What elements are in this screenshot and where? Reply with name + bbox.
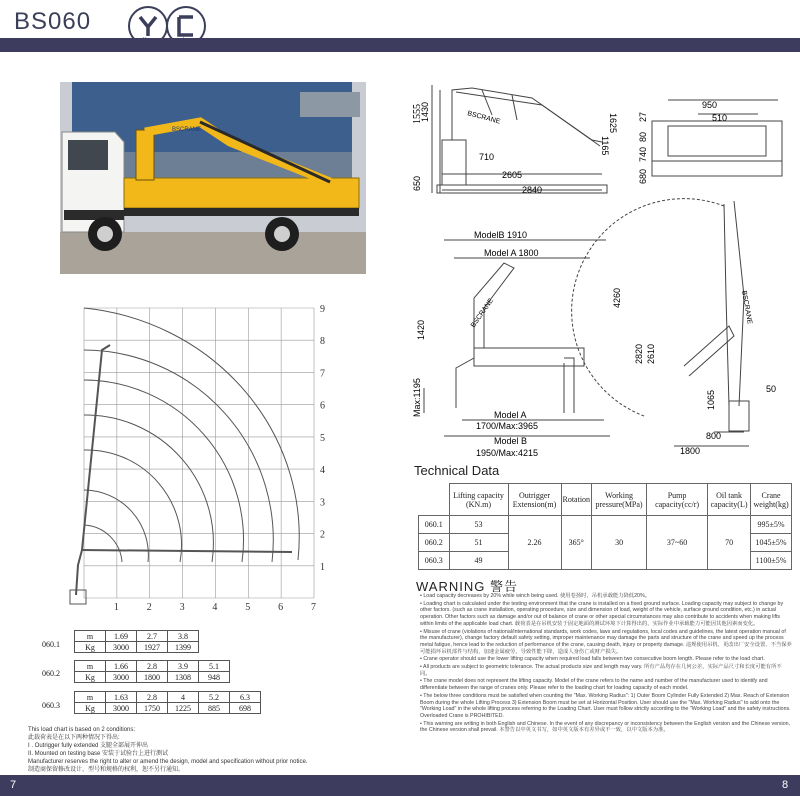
note-line: II. Mounted on testing base 安装于试验台上进行测试 (28, 751, 169, 757)
y-tick-label: 8 (320, 336, 325, 348)
y-tick-label: 2 (320, 529, 325, 541)
reach-50: 50 (766, 384, 777, 394)
note-line: I . Outrigger fully extended 支腿全部展开伸出 (28, 743, 149, 749)
table-row: 060.3 49 1100±5% (419, 552, 792, 570)
warning-item: • The below three conditions must be satisfied when counting the "Max. Working Radius": 1) Outer Boom Cylinder Fully Extended 2) Max. Reach of Extension Boom during the whole Lifting Process 3) Extension Boom must be set at Horizontal Position. User should use the "Max. Working Radius" to add onto the "Working Load" in the whole lifting process referring to the Loading Chart. User must follow strictly according to the "Working Load" and the safety instructions. Overloaded Crane is PROHIBITED. (420, 692, 791, 719)
y-tick-label: 3 (320, 497, 325, 509)
front-model-a-label: Model A (494, 410, 527, 420)
reach-2610: 2610 (646, 343, 656, 364)
warning-item: • All products are subject to geometric tolerance. The actual products size and length may vary. 所有产品均存在几何公差，实际产品尺寸和长度可能有所不同。 (420, 664, 782, 677)
warning-item: • The crane model does not represent the lifting capacity. Model of the crane refers to the name and number of the manufacturer used to identify and differentiate between the range of cranes only. Please refer to the loading chart for loading capacity of each model. (420, 678, 768, 692)
reach-view-brand: BSCRANE (740, 290, 753, 325)
x-tick-label: 7 (311, 602, 316, 613)
load-table-060-2 (74, 660, 230, 683)
front-max-label: Max:1195 (412, 378, 422, 417)
dim-740: 740 (638, 146, 648, 162)
technical-data-title: Technical Data (414, 463, 500, 478)
table-row: m 1.66 2.8 3.9 5.1 (75, 661, 230, 672)
warning-item: • Crane operator should use the lower lifting capacity when required load falls between two consecutive boom length. Please refer to the load chart. (420, 656, 765, 663)
note-line: Manufacturer reserves the right to alter or amend the design, model and specification without prior notice. (28, 759, 308, 765)
dim-2605: 2605 (502, 170, 523, 180)
table-row: m 1.63 2.8 4 5.2 6.3 (75, 692, 261, 703)
dim-710: 710 (479, 152, 495, 162)
dim-680: 680 (638, 168, 648, 184)
y-tick-label: 4 (320, 465, 325, 477)
y-tick-label: 9 (320, 304, 325, 315)
table-row: Kg 3000 1750 1225 885 698 (75, 703, 261, 714)
y-tick-label: 1 (320, 561, 325, 573)
table-row: 060.2 51 1045±5% (419, 534, 792, 552)
dim-80: 80 (638, 131, 648, 142)
y-tick-label: 6 (320, 400, 325, 412)
reach-800: 800 (706, 431, 722, 441)
side-view-drawing (412, 80, 628, 200)
dim-1430: 1430 (420, 101, 430, 122)
load-chart (62, 300, 334, 612)
dim-510: 510 (712, 113, 728, 123)
reach-1065: 1065 (706, 389, 716, 410)
reach-view-drawing (614, 196, 794, 456)
warning-item: • Loading chart is calculated under the testing environment that the crane is installed on a fixed ground surface. Loading capacity may subject to change by other factors. (such as crane installation, operating procedure, size and dimension of load, weight of the vehicle, surface ground condition, etc.) in actual operation. Other factors such as damage and/or out of balance of crane or other special circumstances may also contribute to accidents when making lifts within limits of the applicable load chart. 载荷表是在吊机安装于固定地面的测试环境下计算得出的，实际作业中承载能力可能因其他因素而变化。 (420, 600, 784, 627)
table-model-060-1: 060.1 (42, 640, 60, 649)
warning-item: • Load capacity decreases by 20% while winch being used. 使用卷扬时，吊机承载能力降低20%。 (420, 593, 651, 599)
dim-1625: 1625 (608, 113, 618, 134)
table-row: Lifting capacity (KN.m) Outrigger Extension(m) Rotation Working pressure(MPa) Pump capacity(cc/r) Oil tank capacity(L) Crane weight(kg) (419, 484, 792, 516)
front-view-drawing (414, 228, 610, 460)
table-row: Kg 3000 1927 1399 (75, 642, 199, 653)
top-view-drawing (638, 96, 788, 186)
dim-650: 650 (412, 175, 422, 191)
warning-text (420, 593, 792, 735)
reach-4260: 4260 (612, 287, 622, 308)
front-model-b-width: ModelB 1910 (474, 230, 528, 240)
model-title: BS060 (14, 8, 92, 35)
table-row: 060.1 53 2.26 365° 30 37~60 70 995±5% (419, 516, 792, 534)
table-row: Kg 3000 1800 1308 948 (75, 672, 230, 683)
front-model-b-span: 1950/Max:4215 (476, 448, 539, 458)
x-tick-label: 6 (278, 602, 284, 613)
y-tick-label: 5 (320, 432, 325, 444)
note-line: 此载荷表是在以下两种情况下得出: (28, 735, 120, 741)
photo-boom-brand: BSCRANE (172, 127, 202, 133)
x-tick-label: 2 (146, 602, 152, 613)
note-line: This load chart is based on 2 conditions: (28, 727, 136, 733)
front-view-brand: BSCRANE (469, 297, 496, 330)
dim-950: 950 (702, 100, 718, 110)
table-model-060-2: 060.2 (42, 669, 60, 678)
table-row: m 1.69 2.7 3.8 (75, 631, 199, 642)
front-model-b-label: Model B (494, 436, 528, 446)
truck-photo (60, 82, 366, 274)
x-tick-label: 3 (179, 602, 185, 613)
load-table-060-1 (74, 630, 199, 653)
dim-1165: 1165 (600, 136, 610, 156)
front-model-a-width: Model A 1800 (484, 248, 539, 258)
header-band (0, 38, 800, 52)
dim-27: 27 (638, 111, 648, 122)
warning-item: • Misuse of crane (violations of national/international standards, work codes, laws and regulations, local codes and guidelines, the latest operation manual of the manufacturer), change factory default safety setting, improper maintenance may damage the parts and structure of the crane and speed up the process metal fatigue, hence lead to the reduction of performance of the crane, causing death, injury or property damage. 违规使用吊机、更改出厂安全设置、不当保养可能损坏吊机部件与结构，加速金属疲劳，导致性能下降，造成人身伤亡或财产损失。 (420, 628, 792, 655)
x-tick-label: 1 (113, 602, 119, 613)
front-height-1420: 1420 (416, 319, 426, 340)
table-model-060-3: 060.3 (42, 701, 60, 710)
page-number-left: 7 (10, 779, 17, 791)
warning-title: WARNING 警告 (416, 579, 518, 594)
side-view-brand: BSCRANE (466, 110, 501, 126)
warning-item: • This warning are writing in both English and Chinese. In the event of any discrepancy or inconsistency between the English version and the Chinese version, the Chinese version shall prevail. 本警告以中英文书写，如中英文版本有差异或不一致，以中文版本为准。 (420, 720, 791, 734)
chart-notes (28, 726, 398, 774)
dim-2840: 2840 (522, 185, 543, 195)
dim-1555: 1555 (412, 104, 423, 124)
footer-band (0, 775, 800, 796)
reach-1800: 1800 (680, 446, 701, 456)
x-tick-label: 4 (212, 602, 218, 613)
x-tick-label: 5 (245, 602, 251, 613)
front-model-a-span: 1700/Max:3965 (476, 421, 539, 431)
technical-data-table (418, 483, 792, 570)
reach-2820: 2820 (634, 343, 644, 364)
page-number-right: 8 (782, 779, 789, 791)
y-tick-label: 7 (320, 368, 325, 380)
load-table-060-3 (74, 691, 261, 714)
note-line: 制造商保留修改设计、型号和规格的权利，恕不另行通知。 (28, 767, 185, 773)
